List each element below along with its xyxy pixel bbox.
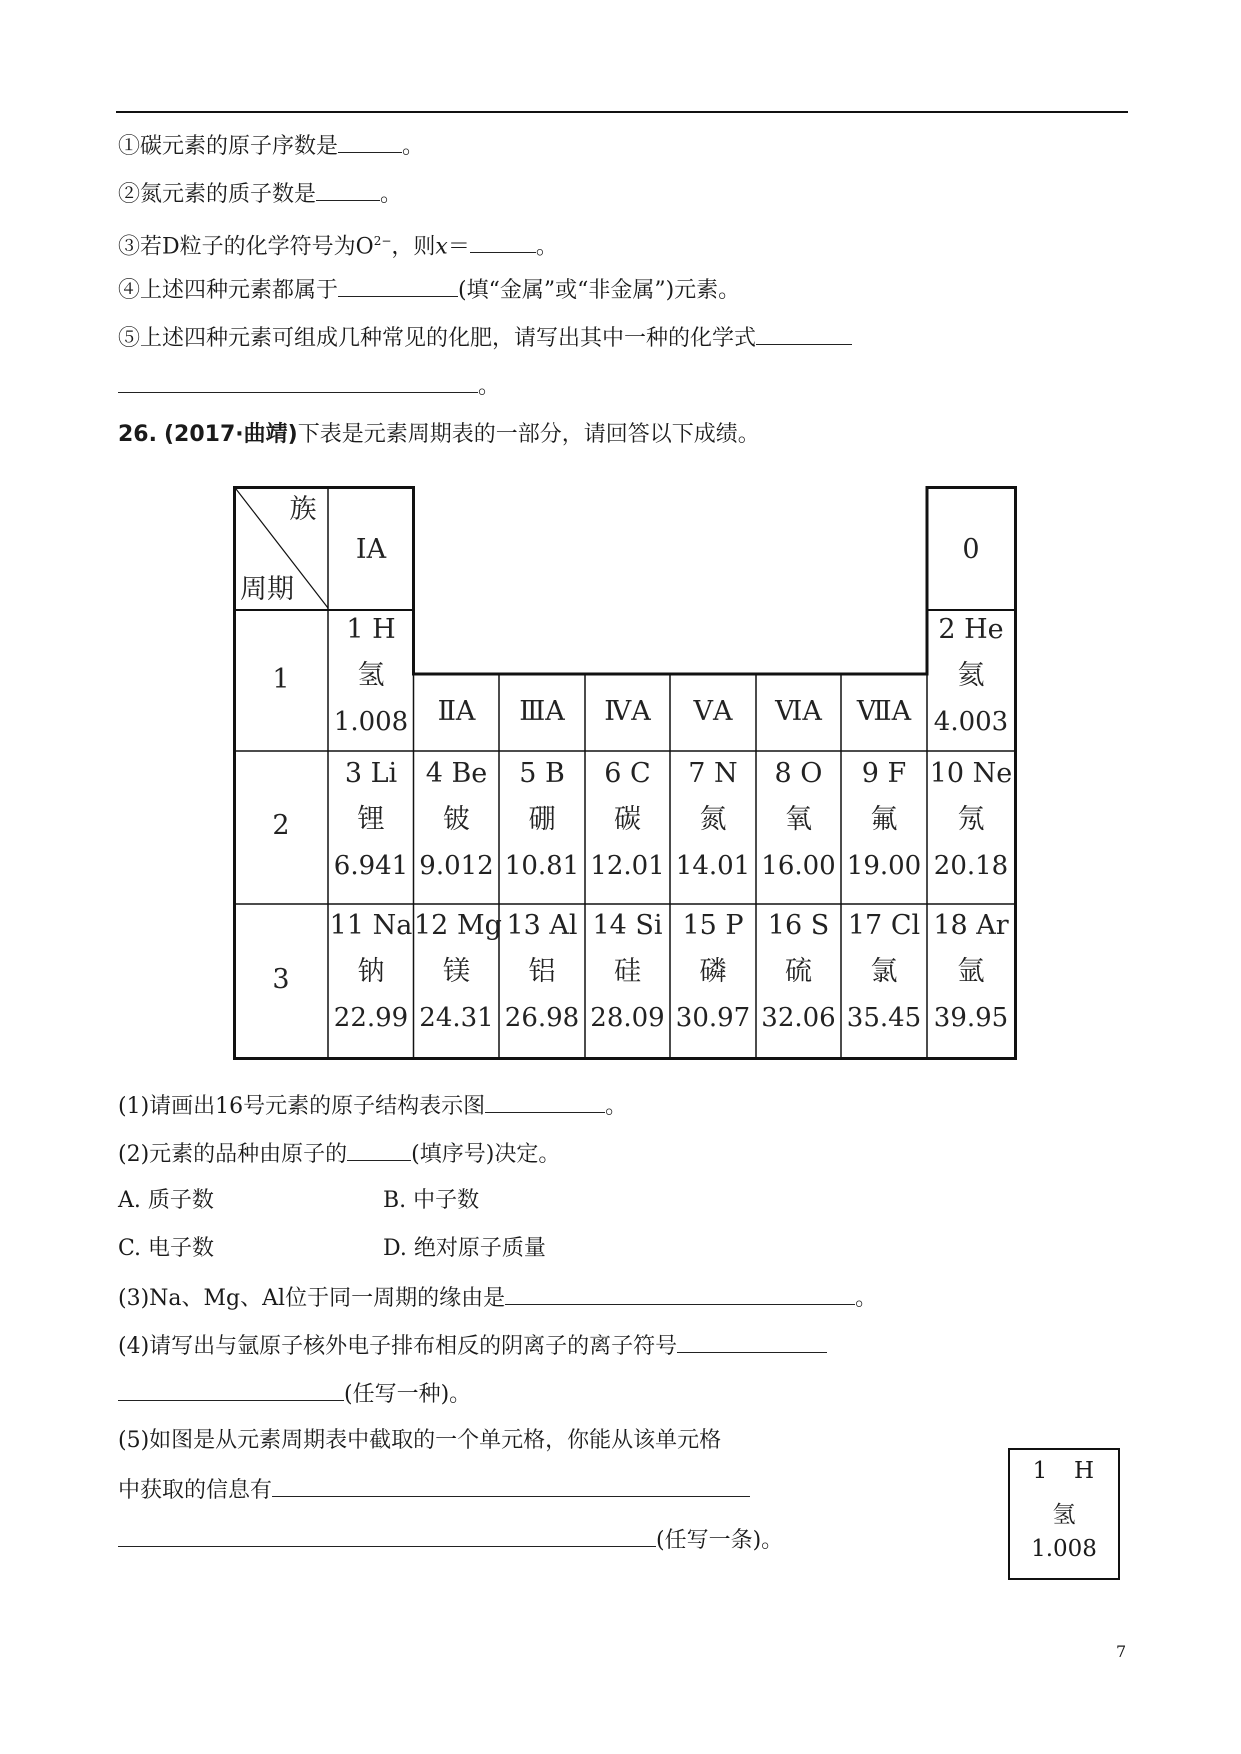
group-header: 0 [962,534,980,565]
answer-blank[interactable] [505,1282,855,1305]
option-label: B. 中子数 [383,1188,480,1213]
subquestion-5b [118,1474,750,1506]
element-mass: 30.97 [675,1003,751,1033]
element-symbol: 4 Be [425,758,488,789]
element-mass: 4.003 [933,707,1009,737]
question-line-3 [118,226,558,262]
element-mass: 22.99 [333,1003,409,1033]
subquestion-1 [118,1090,627,1122]
element-mass: 28.09 [590,1003,665,1033]
question-text: ①碳元素的原子序数是 [118,134,339,159]
element-cell [499,758,585,882]
element-name: 氧 [785,804,812,835]
element-symbol: 8 O [774,758,823,789]
period: 。 [535,234,558,260]
element-name: 氟 [870,804,898,835]
element-mass: 6.941 [333,851,409,881]
element-mass: 1.008 [1031,1536,1097,1562]
element-name: 硅 [614,956,641,987]
element-name: 磷 [699,956,727,987]
element-name: 氩 [957,956,985,987]
element-symbol: 6 C [604,758,651,789]
element-name: 氢 [357,660,385,691]
question-source: (2017·曲靖) [163,422,298,447]
option-label: A. 质子数 [118,1188,214,1213]
period: 。 [380,182,403,207]
element-symbol: 5 B [519,758,565,789]
element-card-h [1008,1448,1120,1580]
answer-blank[interactable] [485,1090,605,1113]
option-label: C. 电子数 [118,1236,215,1261]
subquestion-5c [118,1524,783,1556]
option-d[interactable] [383,1234,546,1264]
period: 。 [855,1286,878,1311]
element-cell [329,758,413,882]
element-cell [414,910,502,1034]
header-rule [116,111,1128,113]
answer-blank[interactable] [470,230,536,253]
element-mass: 24.31 [419,1003,494,1033]
answer-blank[interactable] [118,1378,344,1401]
subquestion-3 [118,1282,877,1314]
question-line-5 [118,322,852,354]
answer-blank[interactable] [677,1330,827,1353]
option-label: D. 绝对原子质量 [383,1236,546,1261]
element-cell [841,758,927,882]
element-mass: 20.18 [933,851,1009,881]
element-cell [585,910,670,1034]
element-symbol: 15 P [682,910,744,941]
question-text: ，则 [391,234,436,260]
option-b[interactable] [383,1186,479,1216]
option-c[interactable] [118,1234,214,1264]
group-header: ⅣA [604,696,651,727]
answer-blank[interactable] [347,1138,411,1161]
question-text: ③若D粒子的化学符号为O [118,234,374,260]
element-cell [756,910,841,1034]
element-cell-he [927,614,1015,738]
question-text: ④上述四种元素都属于 [118,278,339,303]
element-mass: 32.06 [761,1003,836,1033]
subquestion-5 [118,1426,721,1456]
element-cell [841,910,927,1034]
element-cell [670,910,756,1034]
element-name: 氢 [1052,1502,1076,1528]
element-name: 氯 [870,956,898,987]
subquestion-2 [118,1138,560,1170]
answer-blank[interactable] [316,178,380,201]
element-symbol: 2 He [938,614,1004,645]
element-mass: 12.01 [590,851,665,881]
corner-group-label: 族 [289,494,317,525]
element-symbol: 3 Li [344,758,398,789]
answer-blank[interactable] [338,130,402,153]
question-number: 26. [118,422,157,447]
variable-x: x [435,234,448,260]
element-cell [329,910,413,1034]
question-line-4 [118,274,740,306]
element-name: 氮 [699,804,727,835]
element-cell [927,910,1015,1034]
element-mass: 35.45 [846,1003,922,1033]
question-line-1 [118,130,424,162]
answer-blank[interactable] [272,1474,750,1497]
element-cell [414,758,499,882]
period: 。 [478,374,501,399]
period-label: 2 [272,810,290,841]
element-mass: 14.01 [675,851,751,881]
element-mass: 26.98 [504,1003,580,1033]
question-text: (填“金属”或“非金属”)元素。 [458,278,741,303]
question-text: 中获取的信息有 [118,1478,273,1503]
question-text: (任写一种)。 [344,1382,472,1407]
element-symbol: H [1073,1458,1095,1484]
period: 。 [605,1094,628,1119]
question-text: (5)如图是从元素周期表中截取的一个单元格，你能从该单元格 [118,1428,722,1453]
answer-blank[interactable] [118,370,478,393]
question-text: (1)请画出16号元素的原子结构表示图 [118,1094,486,1119]
element-cell [499,910,585,1034]
page-number: 7 [1116,1642,1127,1661]
element-mass: 9.012 [419,851,494,881]
question-line-5b [118,370,500,402]
element-name: 氖 [957,804,985,835]
element-symbol: 17 Cl [847,910,921,941]
element-symbol: 14 Si [592,910,663,941]
element-cell [756,758,841,882]
option-a[interactable] [118,1186,214,1216]
equals-sign: ＝ [447,234,470,260]
question-text: ②氮元素的质子数是 [118,182,317,207]
group-header: ⅢA [519,696,565,727]
element-number: 1 [1032,1458,1048,1484]
answer-blank[interactable] [118,1524,656,1547]
element-name: 碳 [614,804,641,835]
answer-blank[interactable] [338,274,458,297]
group-header: ⅤA [693,696,733,727]
element-cell [670,758,756,882]
period-label: 1 [272,664,290,695]
subquestion-4b [118,1378,471,1410]
element-symbol: 18 Ar [933,910,1009,941]
element-symbol: 1 H [346,614,396,645]
element-name: 镁 [443,956,470,987]
group-header: ⅦA [856,696,912,727]
period: 。 [402,134,425,159]
question-text: (2)元素的品种由原子的 [118,1142,348,1167]
element-name: 铝 [528,956,556,987]
group-header: ⅥA [775,696,822,727]
element-symbol: 10 Ne [929,758,1013,789]
element-symbol: 9 F [861,758,907,789]
element-name: 氦 [957,660,985,691]
subquestion-4 [118,1330,827,1362]
question-text: 下表是元素周期表的一部分，请回答以下成绩。 [297,422,760,447]
answer-blank[interactable] [756,322,852,345]
element-symbol: 11 Na [329,910,413,941]
question-text: (任写一条)。 [656,1528,784,1553]
element-symbol: 12 Mg [414,910,502,941]
question-text: ⑤上述四种元素可组成几种常见的化肥，请写出其中一种的化学式 [118,326,757,351]
element-symbol: 7 N [688,758,738,789]
element-name: 铍 [443,804,470,835]
element-mass: 10.81 [504,851,580,881]
element-name: 锂 [357,804,385,835]
group-header: ⅡA [437,696,476,727]
element-mass: 19.00 [846,851,922,881]
element-cell [927,758,1015,882]
group-header: ⅠA [355,534,387,565]
question-text: (4)请写出与氩原子核外电子排布相反的阴离子的离子符号 [118,1334,678,1359]
element-mass: 1.008 [333,707,409,737]
periodic-table [233,486,1017,1060]
element-cell-h [329,614,413,738]
element-symbol: 16 S [767,910,830,941]
element-mass: 39.95 [933,1003,1009,1033]
element-symbol: 13 Al [506,910,578,941]
question-line-2 [118,178,402,210]
element-name: 钠 [357,956,385,987]
period-label: 3 [272,964,290,995]
corner-period-label: 周期 [240,574,294,605]
question-26-heading [118,420,760,450]
element-name: 硼 [528,804,556,835]
charge-superscript: 2− [373,234,392,248]
element-mass: 16.00 [761,851,836,881]
element-cell [585,758,670,882]
question-text: (3)Na、Mg、Al位于同一周期的缘由是 [118,1286,506,1311]
question-text: (填序号)决定。 [411,1142,561,1167]
element-name: 硫 [785,956,812,987]
